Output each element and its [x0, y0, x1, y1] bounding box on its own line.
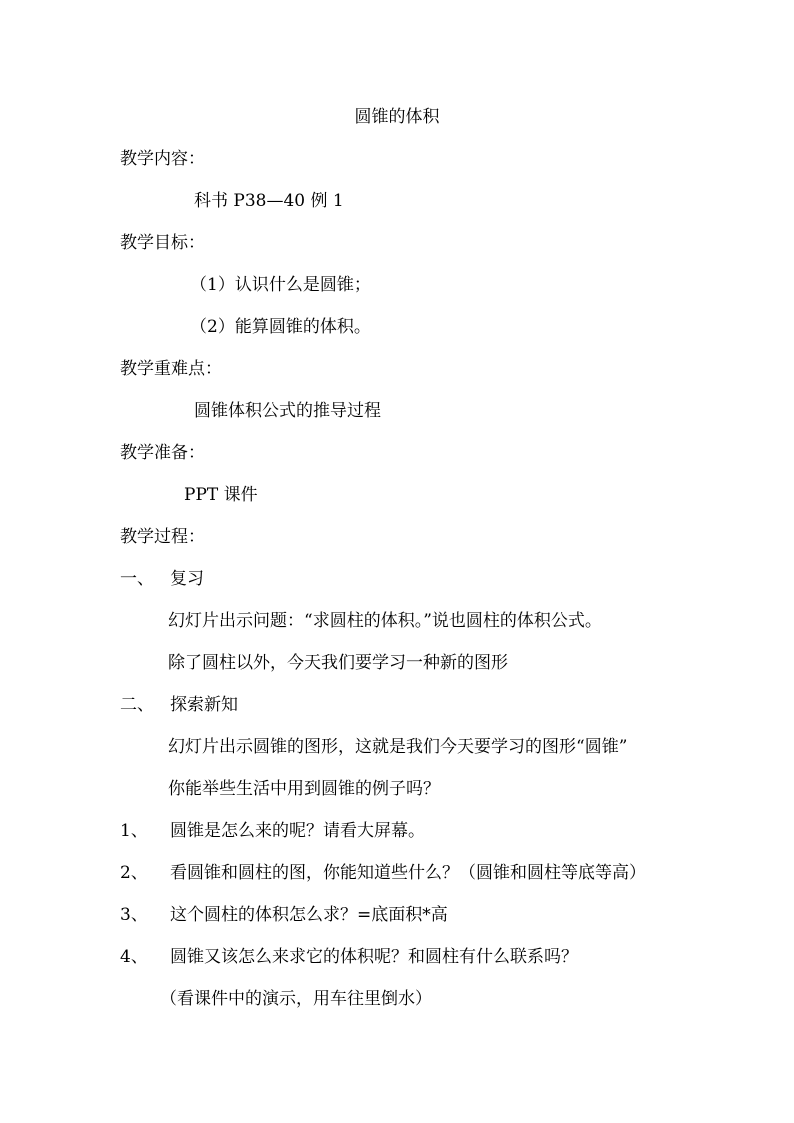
part2-number: 二、: [120, 695, 154, 715]
part1-line-2: 除了圆柱以外，今天我们要学习一种新的图形: [168, 653, 508, 673]
step-3-text: 这个圆柱的体积怎么求？=底面积*高: [170, 905, 448, 925]
part1-title: 复习: [170, 569, 204, 589]
step-1: [120, 820, 425, 842]
goal-1: （1）认识什么是圆锥；: [190, 275, 371, 295]
part1-line-1: 幻灯片出示问题：“求圆柱的体积。”说也圆柱的体积公式。: [168, 611, 602, 631]
step-1-number: 1、: [120, 821, 148, 841]
step-2-number: 2、: [120, 863, 148, 883]
step-3: [120, 904, 448, 926]
keypoints-text: 圆锥体积公式的推导过程: [194, 401, 381, 421]
part1-number: 一、: [120, 569, 154, 589]
step-3-number: 3、: [120, 905, 148, 925]
prep-heading: 教学准备：: [120, 443, 205, 463]
prep-text: PPT 课件: [184, 485, 258, 505]
part2-line-1: 幻灯片出示圆锥的图形，这就是我们今天要学习的图形“圆锥”: [168, 737, 628, 757]
part1-heading: [120, 568, 204, 590]
process-heading: 教学过程：: [120, 527, 205, 547]
page-title: 圆锥的体积: [354, 107, 440, 127]
step-4-note: （看课件中的演示，用车往里倒水）: [160, 989, 432, 1009]
content-heading: 教学内容：: [120, 149, 205, 169]
goals-heading: 教学目标：: [120, 233, 205, 253]
keypoints-heading: 教学重难点：: [120, 359, 222, 379]
part2-line-2: 你能举些生活中用到圆锥的例子吗？: [168, 779, 440, 799]
step-1-text: 圆锥是怎么来的呢？请看大屏幕。: [170, 821, 425, 841]
goal-2: （2）能算圆锥的体积。: [190, 317, 371, 337]
step-2: [120, 862, 646, 884]
content-text: 科书 P38—40 例 1: [194, 191, 344, 211]
step-4: [120, 946, 578, 968]
step-2-text: 看圆锥和圆柱的图，你能知道些什么？（圆锥和圆柱等底等高）: [170, 863, 646, 883]
step-4-number: 4、: [120, 947, 148, 967]
part2-heading: [120, 694, 238, 716]
part2-title: 探索新知: [170, 695, 238, 715]
step-4-text: 圆锥又该怎么来求它的体积呢？和圆柱有什么联系吗？: [170, 947, 578, 967]
